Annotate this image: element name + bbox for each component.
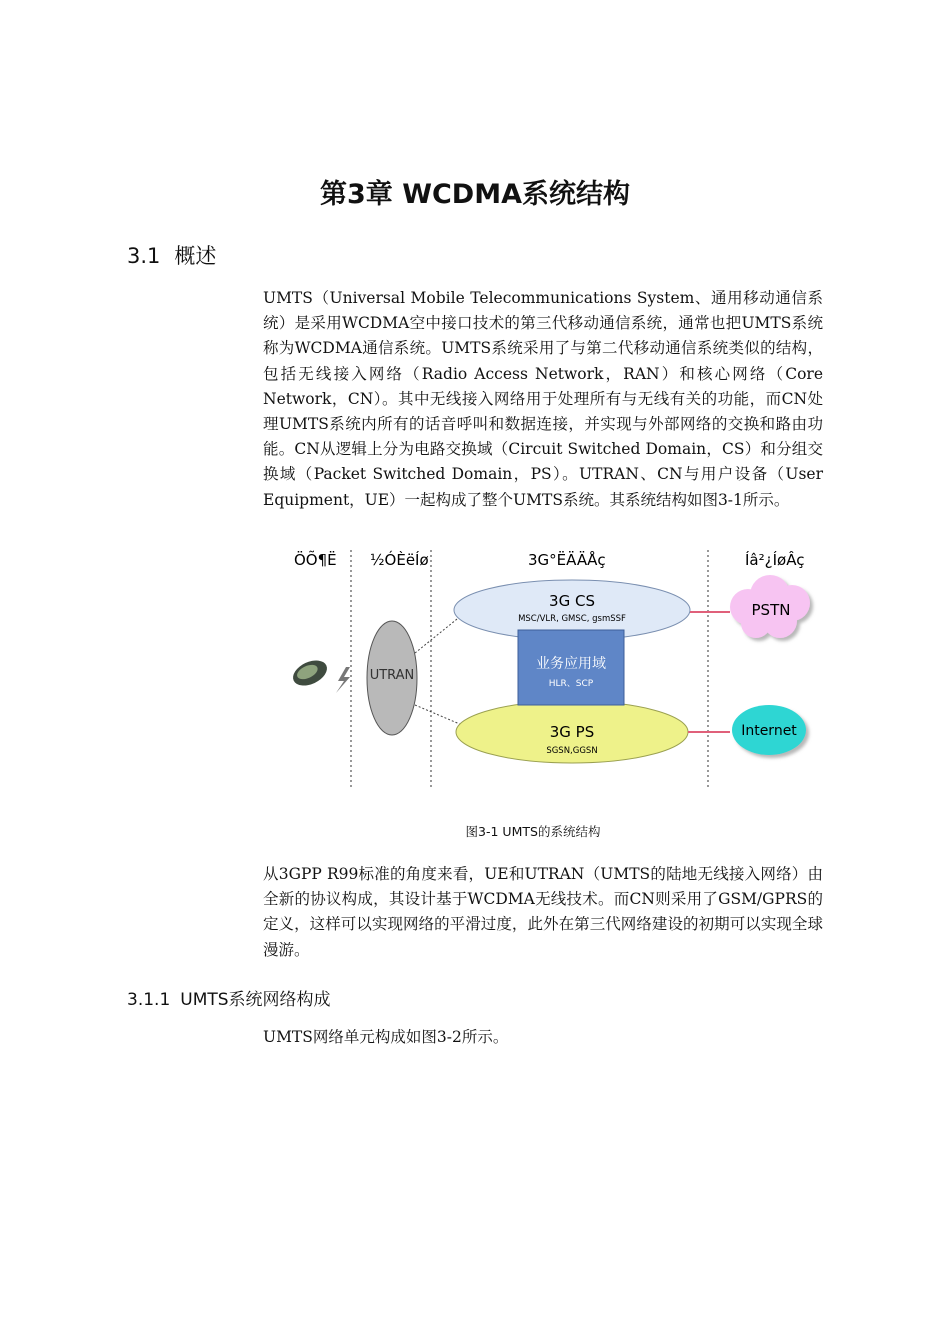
lightning-icon xyxy=(336,667,350,693)
header-external-network: Íâ²¿ÍøÂç xyxy=(745,551,805,569)
cs-domain-title: 3G CS xyxy=(549,592,595,610)
r99-paragraph: 从3GPP R99标准的角度来看，UE和UTRAN（UMTS的陆地无线接入网络）由全新的协议构成，其设计基于WCDMA无线技术。而CN则采用了GSM/GPRS的定义，这样可以实现网络的平滑过度，此外在第三代网络建设的初期可以实现全球漫游。 xyxy=(263,865,823,959)
mobile-phone-icon xyxy=(289,655,331,690)
service-domain-title: 业务应用域 xyxy=(536,656,606,672)
utran-label: UTRAN xyxy=(369,668,415,683)
ps-domain-title: 3G PS xyxy=(549,723,595,741)
ps-domain-sub: SGSN,GGSN xyxy=(546,746,598,756)
header-access-network: ½ÓÈëÍø xyxy=(370,551,429,569)
subsection-heading xyxy=(127,985,331,1010)
section-heading xyxy=(127,240,216,270)
utran-ps-link xyxy=(415,705,462,725)
figure-caption: 图3-1 UMTS的系统结构 xyxy=(465,824,601,839)
header-terminal: ÖÕ¶Ë xyxy=(294,551,337,569)
intro-paragraph: UMTS（Universal Mobile Telecommunications System、通用移动通信系统）是采用WCDMA空中接口技术的第三代移动通信系统，通常也把UMTS系统称为WCDMA通信系统。UMTS系统采用了与第二代移动通信系统类似的结构，包括无线接入网络（Radio Access Network，RAN）和核心网络（Core Network，CN）。其中无线接入网络用于处理所有与无线有关的功能，而CN处理UMTS系统内所有的话音呼叫和数据连接，并实现与外部网络的交换和路由功能。CN从逻辑上分为电路交换域（Circuit Switched Domain，CS）和分组交换域（Packet Switched Domain，PS）。UTRAN、CN与用户设备（User Equipment，UE）一起构成了整个UMTS系统。其系统结构如图3-1所示。 xyxy=(263,289,823,509)
section-title: 概述 xyxy=(174,244,217,268)
network-units-paragraph: UMTS网络单元构成如图3-2所示。 xyxy=(263,1028,509,1046)
service-domain-sub: HLR、SCP xyxy=(548,679,594,689)
subsection-number: 3.1.1 xyxy=(127,990,171,1010)
header-core-network: 3G°ËÄÄÅç xyxy=(528,551,606,569)
chapter-title: 第3章 WCDMA系统结构 xyxy=(320,179,630,210)
subsection-title: UMTS系统网络构成 xyxy=(180,990,331,1010)
internet-label: Internet xyxy=(741,723,797,739)
section-number: 3.1 xyxy=(127,244,161,268)
pstn-label: PSTN xyxy=(751,601,791,619)
utran-cs-link xyxy=(415,615,462,653)
cs-domain-sub: MSC/VLR, GMSC, gsmSSF xyxy=(518,614,626,624)
umts-architecture-figure xyxy=(280,545,830,795)
